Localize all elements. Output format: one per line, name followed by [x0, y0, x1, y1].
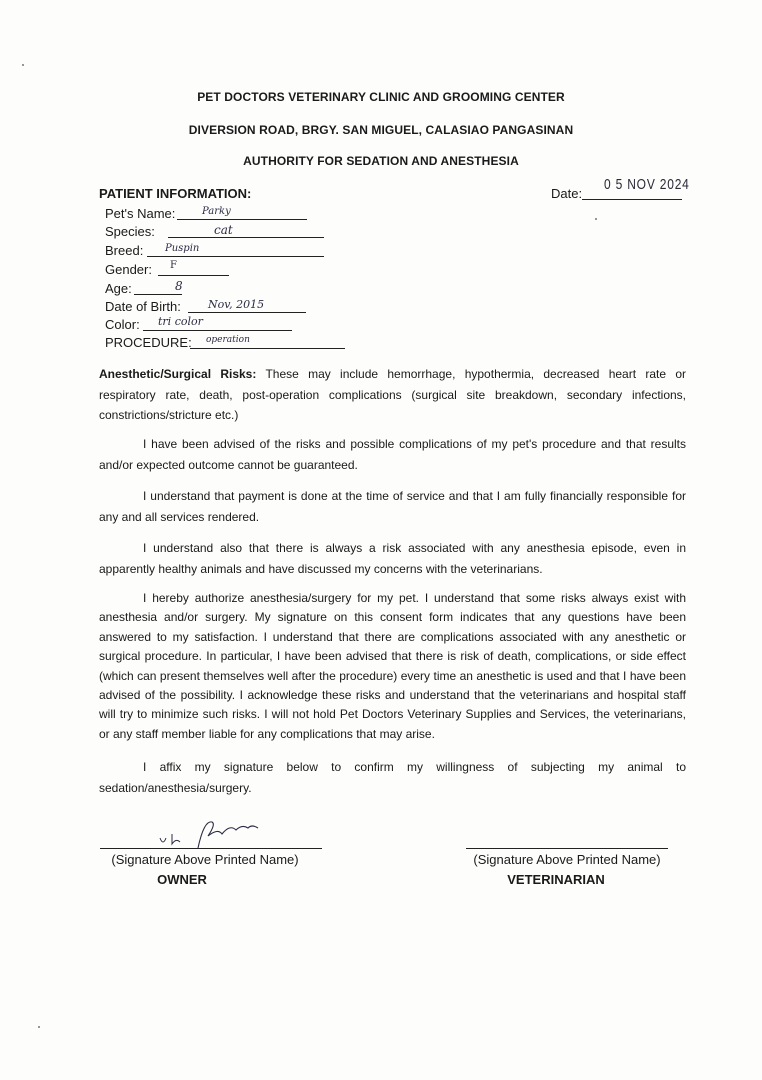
scan-speck	[38, 1026, 40, 1028]
gender-label: Gender:	[105, 262, 152, 277]
breed-label: Breed:	[105, 243, 144, 258]
date-label: Date:	[551, 186, 583, 201]
patient-info-title: PATIENT INFORMATION:	[99, 186, 252, 201]
age-value[interactable]: 8	[175, 279, 183, 293]
age-label: Age:	[105, 281, 132, 296]
color-label: Color:	[105, 317, 140, 332]
vet-signature-caption: (Signature Above Printed Name)	[473, 852, 661, 867]
scan-speck	[22, 64, 24, 66]
form-title: AUTHORITY FOR SEDATION AND ANESTHESIA	[243, 154, 519, 168]
breed-value[interactable]: Puspin	[165, 243, 200, 254]
species-value[interactable]: cat	[214, 223, 233, 237]
risks-heading: Anesthetic/Surgical Risks:	[99, 367, 257, 381]
paragraph-1-text: I have been advised of the risks and possible complications of my pet's procedure and that results and/or expected outcome cannot be guaranteed.	[99, 437, 686, 472]
owner-signature-line	[100, 848, 322, 849]
paragraph-2-text: I understand that payment is done at the time of service and that I am fully financially responsible for any and all services rendered.	[99, 489, 686, 524]
procedure-line	[190, 348, 345, 349]
gender-value[interactable]: F	[170, 260, 177, 271]
paragraph-4-text: I hereby authorize anesthesia/surgery for my pet. I understand that some risks always exist with anesthesia and/or surgery. My signature on this consent form indicates that any questions have been answered to my satisfaction. I understand that there are complications associated with any anesthetic or surgical procedure. In particular, I have been advised that there is risk of death, complications, or side effect (which can present themselves well after the procedure) every time an anesthetic is used and that I have been advised of the possibility. I acknowledge these risks and understand that the veterinarians and hospital staff will try to minimize such risks. I will not hold Pet Doctors Veterinary Supplies and Services, the veterinarians, or any staff member liable for any complications that may arise.	[99, 591, 686, 741]
paragraph-4	[99, 589, 686, 744]
color-line	[143, 330, 292, 331]
date-value[interactable]: 0 5 NOV 2024	[604, 176, 690, 193]
paragraph-2	[99, 486, 686, 527]
paragraph-3-text: I understand also that there is always a risk associated with any anesthesia episode, even in apparently healthy animals and have discussed my concerns with the veterinarians.	[99, 541, 686, 576]
clinic-name: PET DOCTORS VETERINARY CLINIC AND GROOMING CENTER	[197, 90, 565, 104]
dob-label: Date of Birth:	[105, 299, 181, 314]
pets-name-value[interactable]: Parky	[202, 206, 231, 217]
clinic-address: DIVERSION ROAD, BRGY. SAN MIGUEL, CALASIAO PANGASINAN	[188, 123, 574, 137]
procedure-label: PROCEDURE:	[105, 335, 192, 350]
procedure-value[interactable]: operation	[206, 335, 250, 345]
species-line	[168, 237, 324, 238]
vet-role: VETERINARIAN	[507, 872, 605, 887]
owner-signature[interactable]	[150, 818, 290, 852]
paragraph-5-text: I affix my signature below to confirm my willingness of subjecting my animal to sedation/anesthesia/surgery.	[99, 760, 686, 795]
breed-line	[147, 256, 324, 257]
risks-paragraph	[99, 364, 686, 426]
color-value[interactable]: tri color	[158, 315, 203, 328]
pets-name-label: Pet's Name:	[105, 206, 176, 221]
gender-line	[158, 275, 229, 276]
vet-signature-line[interactable]	[466, 848, 668, 849]
owner-signature-caption: (Signature Above Printed Name)	[111, 852, 299, 867]
risks-text: These may include hemorrhage, hypothermia, decreased heart rate or respiratory rate, death, post-operation complications (surgical site breakdown, secondary infections, constrictions/stricture etc.)	[99, 367, 687, 422]
owner-role: OWNER	[157, 872, 207, 887]
owner-signature-mark	[150, 818, 290, 852]
scan-speck	[595, 218, 597, 220]
dob-line	[188, 312, 306, 313]
age-line	[134, 294, 182, 295]
date-line	[582, 199, 682, 200]
species-label: Species:	[105, 224, 155, 239]
paragraph-5	[99, 757, 686, 798]
paragraph-3	[99, 538, 686, 579]
dob-value[interactable]: Nov, 2015	[208, 298, 265, 311]
paragraph-1	[99, 434, 686, 475]
pets-name-line	[177, 219, 307, 220]
